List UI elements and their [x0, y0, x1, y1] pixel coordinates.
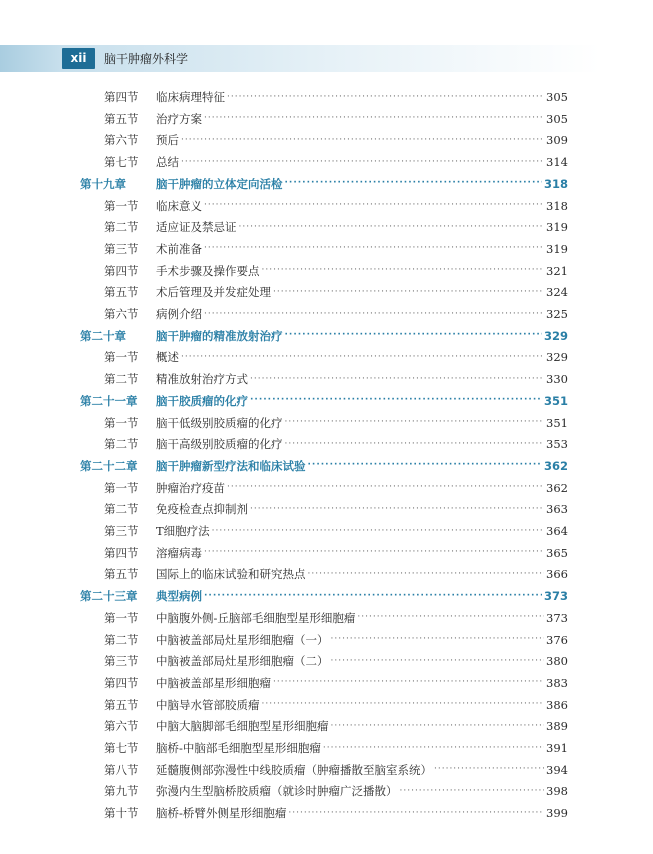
toc-section-row[interactable] [104, 238, 568, 260]
toc-entry-number: 第七节 [104, 155, 139, 170]
toc-entry-page: 305 [546, 111, 568, 126]
toc-entry-page: 373 [543, 589, 568, 604]
toc-section-row[interactable] [104, 129, 568, 151]
toc-section-row[interactable] [104, 520, 568, 542]
toc-entry-title: 术前准备 [156, 241, 202, 256]
toc-chapter-row[interactable] [80, 585, 568, 607]
toc-entry-title: 概述 [156, 350, 179, 365]
toc-section-row[interactable] [104, 216, 568, 238]
toc-entry-title: 肿瘤治疗疫苗 [156, 480, 225, 495]
toc-entry-page: 363 [546, 502, 568, 517]
toc-entry-page: 314 [546, 155, 568, 170]
toc-section-row[interactable] [104, 151, 568, 173]
toc-entry-number: 第二十三章 [80, 589, 138, 604]
toc-section-row[interactable] [104, 629, 568, 651]
toc-section-row[interactable] [104, 737, 568, 759]
toc-entry-number: 第二十章 [80, 328, 126, 343]
dot-leader [227, 93, 544, 102]
toc-section-row[interactable] [104, 86, 568, 108]
toc-section-row[interactable] [104, 694, 568, 716]
toc-entry-number: 第二节 [104, 632, 139, 647]
toc-entry-page: 305 [546, 90, 568, 104]
toc-section-row[interactable] [104, 477, 568, 499]
toc-entry-number: 第四节 [104, 263, 139, 278]
toc-entry-number: 第一节 [104, 350, 139, 365]
toc-entry-page: 309 [546, 133, 568, 148]
toc-section-row[interactable] [104, 607, 568, 629]
toc-entry-number: 第二节 [104, 502, 139, 517]
toc-entry-title: 延髓腹侧部弥漫性中线胶质瘤（肿瘤播散至脑室系统） [156, 762, 432, 777]
toc-section-row[interactable] [104, 433, 568, 455]
toc-section-row[interactable] [104, 672, 568, 694]
toc-entry-number: 第九节 [104, 784, 139, 799]
toc-entry-number: 第六节 [104, 133, 139, 148]
toc-section-row[interactable] [104, 303, 568, 325]
toc-section-row[interactable] [104, 412, 568, 434]
toc-chapter-row[interactable] [80, 325, 568, 347]
toc-entry-title: 脑桥-桥臂外侧星形细胞瘤 [156, 806, 287, 821]
dot-leader [181, 136, 544, 145]
toc-entry-title: 溶瘤病毒 [156, 545, 202, 560]
toc-section-row[interactable] [104, 346, 568, 368]
dot-leader [273, 678, 544, 687]
toc-entry-title: 中脑被盖部星形细胞瘤 [156, 675, 271, 690]
toc-entry-title: 临床意义 [156, 198, 202, 213]
toc-entry-number: 第三节 [104, 241, 139, 256]
dot-leader [204, 244, 544, 253]
dot-leader [204, 114, 544, 123]
toc-entry-page: 389 [546, 719, 568, 734]
toc-entry-title: 治疗方案 [156, 111, 202, 126]
toc-entry-page: 329 [543, 328, 568, 343]
toc-entry-title: 中脑被盖部局灶星形细胞瘤（二） [156, 654, 329, 669]
toc-entry-number: 第六节 [104, 719, 139, 734]
dot-leader [204, 548, 544, 557]
book-title: 脑干肿瘤外科学 [104, 52, 189, 66]
dot-leader [204, 201, 544, 210]
toc-entry-title: 脑干肿瘤的立体定向活检 [156, 176, 283, 191]
toc-section-row[interactable] [104, 195, 568, 217]
dot-leader [285, 440, 545, 449]
toc-chapter-row[interactable] [80, 455, 568, 477]
toc-entry-page: 330 [546, 372, 568, 387]
dot-leader [308, 461, 542, 470]
toc-entry-number: 第二十一章 [80, 393, 138, 408]
dot-leader [285, 179, 542, 188]
toc-section-row[interactable] [104, 368, 568, 390]
dot-leader [273, 288, 544, 297]
toc-entry-number: 第五节 [104, 111, 139, 126]
dot-leader [331, 722, 545, 731]
toc-section-row[interactable] [104, 780, 568, 802]
dot-leader [434, 765, 544, 774]
dot-leader [262, 700, 545, 709]
toc-entry-number: 第五节 [104, 567, 139, 582]
toc-entry-number: 第三节 [104, 524, 139, 538]
dot-leader [323, 744, 544, 753]
toc-entry-number: 第四节 [104, 90, 139, 104]
toc-entry-number: 第七节 [104, 741, 139, 755]
toc-entry-title: 中脑腹外侧-丘脑部毛细胞型星形细胞瘤 [156, 610, 356, 625]
toc-entry-title: T细胞疗法 [156, 524, 210, 538]
dot-leader [250, 505, 544, 514]
toc-entry-page: 365 [546, 545, 568, 560]
dot-leader [288, 809, 544, 818]
toc-entry-title: 总结 [156, 155, 179, 170]
toc-entry-number: 第十九章 [80, 176, 126, 191]
toc-entry-page: 386 [546, 697, 568, 712]
toc-entry-page: 319 [546, 220, 568, 235]
toc-entry-page: 318 [543, 176, 568, 191]
toc-entry-number: 第二节 [104, 437, 139, 452]
toc-entry-page: 398 [546, 784, 568, 799]
toc-entry-title: 脑干肿瘤新型疗法和临床试验 [156, 458, 306, 473]
dot-leader [212, 527, 544, 536]
toc-entry-number: 第六节 [104, 307, 139, 321]
toc-entry-page: 362 [543, 458, 568, 473]
toc-entry-title: 弥漫内生型脑桥胶质瘤（就诊时肿瘤广泛播散） [156, 784, 398, 799]
toc-entry-page: 353 [546, 437, 568, 452]
toc-entry-number: 第十节 [104, 806, 139, 821]
toc-entry-number: 第二十二章 [80, 458, 138, 473]
toc-entry-number: 第一节 [104, 480, 139, 495]
toc-section-row[interactable] [104, 498, 568, 520]
toc-entry-number: 第四节 [104, 675, 139, 690]
toc-entry-number: 第五节 [104, 285, 139, 300]
toc-section-row[interactable] [104, 650, 568, 672]
toc-entry-page: 325 [546, 307, 568, 321]
toc-section-row[interactable] [104, 108, 568, 130]
dot-leader [204, 310, 544, 319]
toc-entry-title: 临床病理特征 [156, 90, 225, 104]
header-bar [0, 45, 653, 72]
toc-entry-page: 366 [546, 567, 568, 582]
dot-leader [331, 635, 545, 644]
toc-entry-page: 391 [546, 741, 568, 755]
toc-section-row[interactable] [104, 802, 568, 824]
toc-section-row[interactable] [104, 260, 568, 282]
toc-entry-page: 321 [546, 263, 568, 278]
toc-entry-page: 364 [546, 524, 568, 538]
toc-section-row[interactable] [104, 563, 568, 585]
toc-entry-page: 329 [546, 350, 568, 365]
dot-leader [204, 592, 542, 601]
toc-entry-number: 第四节 [104, 545, 139, 560]
toc-section-row[interactable] [104, 759, 568, 781]
toc-entry-title: 脑桥-中脑部毛细胞型星形细胞瘤 [156, 741, 321, 755]
toc-entry-title: 脑干胶质瘤的化疗 [156, 393, 248, 408]
page-number: xii [62, 48, 95, 69]
toc-entry-number: 第三节 [104, 654, 139, 669]
toc-entry-page: 351 [543, 393, 568, 408]
toc-entry-title: 中脑被盖部局灶星形细胞瘤（一） [156, 632, 329, 647]
toc-entry-title: 中脑导水管部胶质瘤 [156, 697, 260, 712]
toc-entry-page: 351 [546, 415, 568, 430]
dot-leader [239, 223, 545, 232]
dot-leader [331, 657, 545, 666]
toc-entry-page: 394 [546, 762, 568, 777]
toc-entry-page: 362 [546, 480, 568, 495]
toc-section-row[interactable] [104, 715, 568, 737]
toc-entry-page: 373 [546, 610, 568, 625]
toc-entry-title: 术后管理及并发症处理 [156, 285, 271, 300]
toc-entry-title: 病例介绍 [156, 307, 202, 321]
dot-leader [227, 483, 544, 492]
toc-chapter-row[interactable] [80, 390, 568, 412]
toc-entry-title: 脑干低级别胶质瘤的化疗 [156, 415, 283, 430]
toc-entry-page: 376 [546, 632, 568, 647]
toc-entry-number: 第一节 [104, 415, 139, 430]
dot-leader [308, 570, 545, 579]
toc-entry-page: 318 [546, 198, 568, 213]
toc-entry-number: 第二节 [104, 372, 139, 387]
toc-entry-title: 精准放射治疗方式 [156, 372, 248, 387]
toc-entry-title: 免疫检查点抑制剂 [156, 502, 248, 517]
toc-entry-number: 第二节 [104, 220, 139, 235]
toc-section-row[interactable] [104, 542, 568, 564]
toc-entry-title: 预后 [156, 133, 179, 148]
toc-entry-page: 380 [546, 654, 568, 669]
dot-leader [181, 158, 544, 167]
toc-entry-title: 中脑大脑脚部毛细胞型星形细胞瘤 [156, 719, 329, 734]
toc-entry-page: 383 [546, 675, 568, 690]
toc-section-row[interactable] [104, 281, 568, 303]
toc-entry-title: 国际上的临床试验和研究热点 [156, 567, 306, 582]
toc-entry-title: 脑干高级别胶质瘤的化疗 [156, 437, 283, 452]
toc-entry-number: 第一节 [104, 198, 139, 213]
toc-entry-number: 第五节 [104, 697, 139, 712]
toc-entry-number: 第八节 [104, 762, 139, 777]
toc-entry-page: 319 [546, 241, 568, 256]
dot-leader [181, 353, 544, 362]
dot-leader [400, 787, 545, 796]
dot-leader [357, 613, 544, 622]
toc-entry-title: 适应证及禁忌证 [156, 220, 237, 235]
dot-leader [250, 375, 544, 384]
toc-entry-title: 脑干肿瘤的精准放射治疗 [156, 328, 283, 343]
toc-entry-title: 典型病例 [156, 589, 202, 604]
toc-entry-title: 手术步骤及操作要点 [156, 263, 260, 278]
toc-entry-page: 324 [546, 285, 568, 300]
toc-chapter-row[interactable] [80, 173, 568, 195]
dot-leader [285, 331, 542, 340]
toc-entry-number: 第一节 [104, 610, 139, 625]
dot-leader [250, 396, 542, 405]
toc-entry-page: 399 [546, 806, 568, 821]
dot-leader [262, 266, 545, 275]
dot-leader [285, 418, 545, 427]
